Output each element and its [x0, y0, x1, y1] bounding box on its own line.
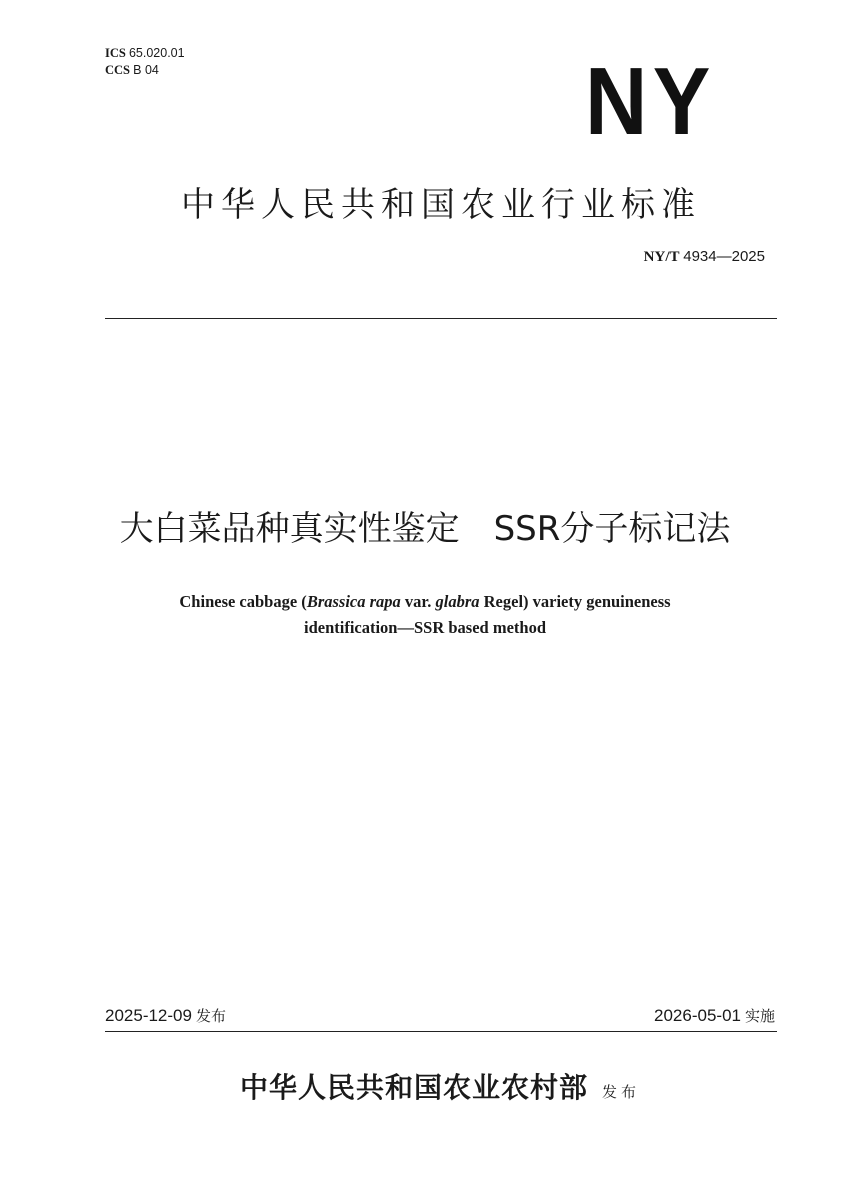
title-english — [60, 589, 790, 641]
standard-category: 中华人民共和国农业行业标准 — [181, 185, 701, 225]
ny-logo: NY — [585, 48, 716, 155]
effective-date: 2026-05-01 — [654, 1006, 741, 1025]
ccs-line — [105, 62, 185, 79]
effective-date-block — [654, 1004, 775, 1028]
publish-date-block — [105, 1004, 226, 1028]
ics-code: 65.020.01 — [128, 46, 185, 60]
publish-label: 发布 — [195, 1007, 226, 1025]
ics-label: ICS — [105, 46, 126, 60]
effective-label: 实施 — [744, 1007, 775, 1025]
publish-date: 2025-12-09 — [105, 1006, 192, 1025]
ics-line — [105, 45, 185, 62]
ccs-code: B 04 — [133, 63, 159, 77]
top-divider — [105, 318, 777, 319]
issuer-organization: 中华人民共和国农业农村部 — [239, 1071, 588, 1104]
bottom-divider — [105, 1031, 777, 1032]
title-en-text-e: Regel) variety genuineness — [479, 592, 671, 611]
title-chinese-part2: SSR分子标记法 — [493, 509, 731, 549]
title-english-line2: identification—SSR based method — [303, 618, 547, 637]
standard-number — [644, 248, 765, 266]
title-en-species: Brassica rapa — [306, 592, 401, 611]
title-en-text-a: Chinese cabbage ( — [179, 592, 307, 611]
title-english-line1 — [60, 589, 790, 615]
title-en-text-c: var. — [400, 592, 436, 611]
ccs-label: CCS — [105, 63, 131, 77]
title-chinese-part1: 大白菜品种真实性鉴定 — [119, 509, 460, 549]
title-en-variety: glabra — [435, 592, 480, 611]
issuer — [0, 1066, 850, 1106]
title-chinese — [0, 504, 850, 554]
issuer-action: 发布 — [602, 1083, 641, 1101]
standard-number-prefix: NY/T — [643, 249, 680, 265]
standard-number-value: 4934—2025 — [683, 248, 765, 265]
classification-codes — [105, 45, 185, 79]
